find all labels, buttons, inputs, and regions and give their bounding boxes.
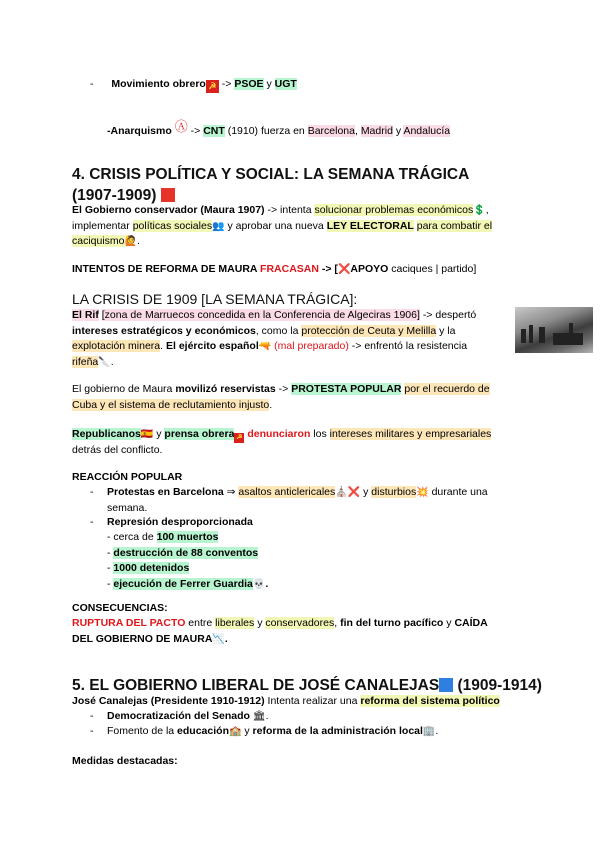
gobierno-maura-paragraph: El gobierno de Maura movilizó reservistas -> PROTESTA POPULAR por el recuerdo de Cuba y el sistema de reclutamiento injusto.	[72, 383, 490, 411]
knife-icon: 🔪	[98, 356, 111, 368]
republicanos-paragraph: Republicanos🇪🇸 y prensa obrera ☭ denunciaron los intereses militares y empresariales detrás del conflicto.	[72, 428, 492, 456]
blue-square-icon	[439, 678, 453, 692]
gun-icon: 🔫	[258, 341, 272, 352]
el-rif-paragraph: El Rif [zona de Marruecos concedida en la Conferencia de Algeciras 1906] -> despertó intereses estratégicos y económicos, como la protección de Ceuta y Melilla y la explotación minera. El ejército español🔫 (mal preparado) -> enfrentó la resistencia rifeña🔪.	[72, 308, 512, 370]
crisis-1909-title: LA CRISIS DE 1909 [LA SEMANA TRÁGICA]:	[72, 291, 358, 307]
money-icon: 💲	[473, 205, 486, 216]
consecuencias-title: CONSECUENCIAS:	[72, 602, 168, 614]
cross-icon: ❌	[337, 264, 351, 275]
skull-icon: 💀	[252, 578, 266, 590]
consecuencias-paragraph: RUPTURA DEL PACTO entre liberales y conservadores, fin del turno pacífico y CAÍDA DEL GOBIERNO DE MAURA📉.	[72, 616, 522, 647]
cross-icon: ❌	[347, 487, 361, 498]
red-square-icon	[161, 188, 175, 202]
anarquismo-line: -Anarquismo Ⓐ -> CNT (1910) fuerza en Barcelona, Madrid y Andalucía	[107, 119, 451, 137]
hammer-sickle-icon: ☭	[236, 434, 243, 441]
section-4-title: 4. CRISIS POLÍTICA Y SOCIAL: LA SEMANA TRÁGICA (1907-1909)	[72, 166, 470, 204]
cacique-icon: 🙋	[124, 236, 137, 247]
school-icon: 🏫	[228, 726, 242, 737]
movimiento-obrero-line: - Movimiento obrero ☭ -> PSOE y UGT	[90, 78, 297, 91]
hammer-sickle-icon: ☭	[206, 80, 219, 93]
intentos-reforma-line: INTENTOS DE REFORMA DE MAURA FRACASAN -> [❌APOYO caciques | partido]	[72, 262, 476, 278]
office-icon: 🏢	[422, 726, 436, 737]
section-5-title: 5. EL GOBIERNO LIBERAL DE JOSÉ CANALEJAS (1909-1914)	[72, 677, 542, 694]
represion-sublist: - cerca de 100 muertos - destrucción de 88 conventos - 1000 detenidos - ejecución de Ferrer Guardia💀.	[107, 530, 268, 592]
reaccion-bullet-2: - Represión desproporcionada	[90, 516, 253, 528]
people-icon: 👥	[212, 220, 225, 232]
church-icon: ⛪	[335, 487, 348, 498]
medidas-destacadas-title: Medidas destacadas:	[72, 755, 178, 767]
anarchy-icon: Ⓐ	[174, 119, 188, 134]
reaccion-bullet-1: - Protestas en Barcelona ⇒ asaltos anticlericales⛪❌ y disturbios💥 durante una semana.	[90, 486, 488, 514]
reaccion-popular-title: REACCIÓN POPULAR	[72, 471, 183, 483]
semana-tragica-photo	[515, 307, 593, 353]
chart-down-icon: 📉	[212, 633, 225, 645]
gobierno-conservador-paragraph: El Gobierno conservador (Maura 1907) -> intenta solucionar problemas económicos💲, implementar políticas sociales👥 y aprobar una nueva LEY ELECTORAL para combatir el caciquismo🙋.	[72, 203, 522, 250]
senate-icon: 🏛	[252, 711, 266, 722]
spain-flag-icon: 🇪🇸	[140, 429, 154, 440]
canalejas-paragraph: José Canalejas (Presidente 1910-1912) Intenta realizar una reforma del sistema político	[72, 695, 500, 707]
boom-icon: 💥	[416, 487, 429, 498]
canalejas-bullet-2: - Fomento de la educación🏫 y reforma de la administración local🏢.	[90, 724, 94, 740]
canalejas-bullet-1: - Democratización del Senado 🏛.	[90, 709, 94, 725]
